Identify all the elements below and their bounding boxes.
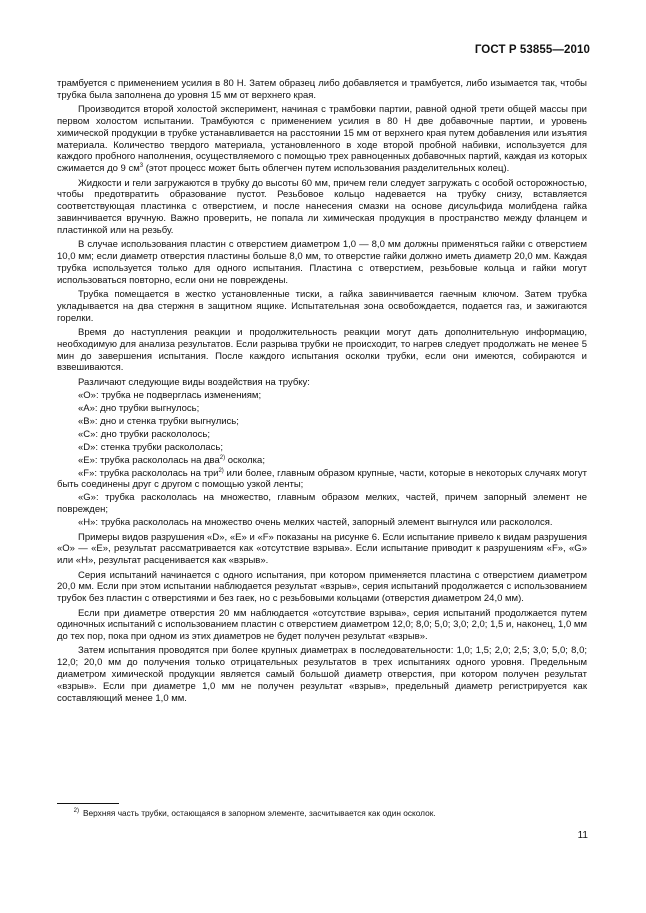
footnote: $^{2)}$ Верхняя часть трубки, остающаяся в запорном элементе, засчитывается как один осколок. xyxy=(73,808,436,818)
paragraph: Примеры видов разрушения «D», «E» и «F» показаны на рисунке 6. Если испытание привело к видам разрушения «O» — «E», результат рассматривается как «отсутствие взрыва». Если испытание приводит к разрушениям «F», «G» или «H», результат расценивается как «взрыв». xyxy=(57,531,587,567)
paragraph: Жидкости и гели загружаются в трубку до высоты 60 мм, причем гели следует загружать с особой осторожностью, чтобы предотвратить образование пустот. Резьбовое кольцо надевается на трубку снизу, вставляется соответствующая пластинка с отверстием, и после нанесения смазки на основе дисульфида молибдена гайка завинчивается вручную. Важно проверить, не попала ли химическая продукция в пространство между фланцем и пластинкой или на резьбу. xyxy=(57,177,587,236)
body-text xyxy=(57,78,587,707)
paragraph: трамбуется с применением усилия в 80 Н. Затем образец либо добавляется и трамбуется, либо изымается так, чтобы трубка была заполнена до уровня 15 мм от верхнего края. xyxy=(57,78,587,101)
list-intro: Различают следующие виды воздействия на трубку: xyxy=(78,376,310,388)
footnote-divider xyxy=(57,803,119,804)
paragraph: Время до наступления реакции и продолжительность реакции могут дать дополнительную информацию, необходимую для анализа результатов. Если разрыва трубки не происходит, то нагрев следует продолжать не менее 5 мин до завершения испытания. После каждого испытания осколки трубки, если они имеются, собираются и взвешиваются. xyxy=(57,326,587,374)
paragraph: Производится второй холостой эксперимент, начиная с трамбовки партии, равной одной трети общей массы при первом холостом испытании. Трамбуются с применением усилия в 80 Н две добавочные партии, и уровень химической продукции в трубке устанавливается на расстоянии 15 мм от верхнего края путем добавления или изъятия материала. Количество твердого материала, установленного в ходе второй пробной набивки, используется для каждого пробного наполнения, осуществляемого с помощью трех равноценных добавочных партий, каждая из которых сжимается до 9 $см^3$ (этот процесс может быть облегчен путем использования разделительных колец). xyxy=(57,104,587,175)
footnote-ref: 2) xyxy=(219,454,226,461)
paragraph: В случае использования пластин с отверстием диаметром 1,0 — 8,0 мм должны применяться гайки с отверстием 10,0 мм; если диаметр отверстия пластины больше 8,0 мм, то отверстие гайки должно иметь диаметр 20,0 мм. Каждая трубка используется только для одного испытания. Пластина с отверстием, резьбовые кольца и гайки могут использоваться повторно, если они не повреждены. xyxy=(57,239,587,286)
list-item: «D»: стенка трубки раскололась; xyxy=(78,441,223,453)
page-number: 11 xyxy=(577,830,588,841)
document-header: ГОСТ Р 53855—2010 xyxy=(474,44,590,56)
paragraph: Серия испытаний начинается с одного испытания, при котором применяется пластина с отверстием диаметром 20,0 мм. Если при этом испытании наблюдается результат «взрыв», серия испытаний продолжается с использованием трубок без пластин с отверстиями и без гаек, но с резьбовыми кольцами (отверстия диаметром 24,0 мм). xyxy=(57,569,587,605)
list-item: «H»: трубка раскололась на множество очень мелких частей, запорный элемент выгнулся или раскололся. xyxy=(78,517,553,529)
list-item: «G»: трубка раскололась на множество, главным образом мелких, частей, причем запорный элемент не поврежден; xyxy=(57,492,587,516)
list-item: «O»: трубка не подверглась изменениям; xyxy=(78,389,262,401)
paragraph: Если при диаметре отверстия 20 мм наблюдается «отсутствие взрыва», серия испытаний продолжается путем одиночных испытаний с использованием пластин с отверстием диаметром 12,0; 8,0; 5,0; 3,0; 2,0; 1,5 и, наконец, 1,0 мм до тех пор, пока при одном из этих диаметров не будет получен результат «взрыв». xyxy=(57,607,587,643)
paragraph: Затем испытания проводятся при более крупных диаметрах в последовательности: 1,0; 1,5; 2,0; 2,5; 3,0; 5,0; 8,0; 12,0; 20,0 мм до получения только отрицательных результатов в трех испытаниях одного уровня. Предельным диаметром химической продукции является самый большой диаметр отверстия, при котором получен результат «взрыв». Если при диаметре 1,0 мм не получен результат «взрыв», предельный диаметр регистрируется как составляющий менее 1,0 мм. xyxy=(57,645,587,704)
list-item: «A»: дно трубки выгнулось; xyxy=(78,402,200,414)
paragraph: Трубка помещается в жестко установленные тиски, а гайка завинчивается гаечным ключом. Затем трубка укладывается на два стержня в защитном ящике. Испытательная зона освобождается, подается газ, и зажигаются горелки. xyxy=(57,288,587,324)
list-item: «C»: дно трубки раскололось; xyxy=(78,428,210,440)
list-item: «E»: трубка раскололась на два$^{2)}$ осколка; xyxy=(78,454,265,466)
footnote-text: Верхняя часть трубки, остающаяся в запорном элементе, засчитывается как один осколок. xyxy=(83,808,436,818)
superscript: 3 xyxy=(139,163,144,170)
footnote-ref: 2) xyxy=(218,467,224,474)
list-item: «B»: дно и стенка трубки выгнулись; xyxy=(78,415,239,427)
list-item: «F»: трубка раскололась на три$^{2)}$ или более, главным образом крупные, части, которые в некоторых случаях могут быть соединены друг с другом с помощью узкой ленты; xyxy=(57,467,587,491)
